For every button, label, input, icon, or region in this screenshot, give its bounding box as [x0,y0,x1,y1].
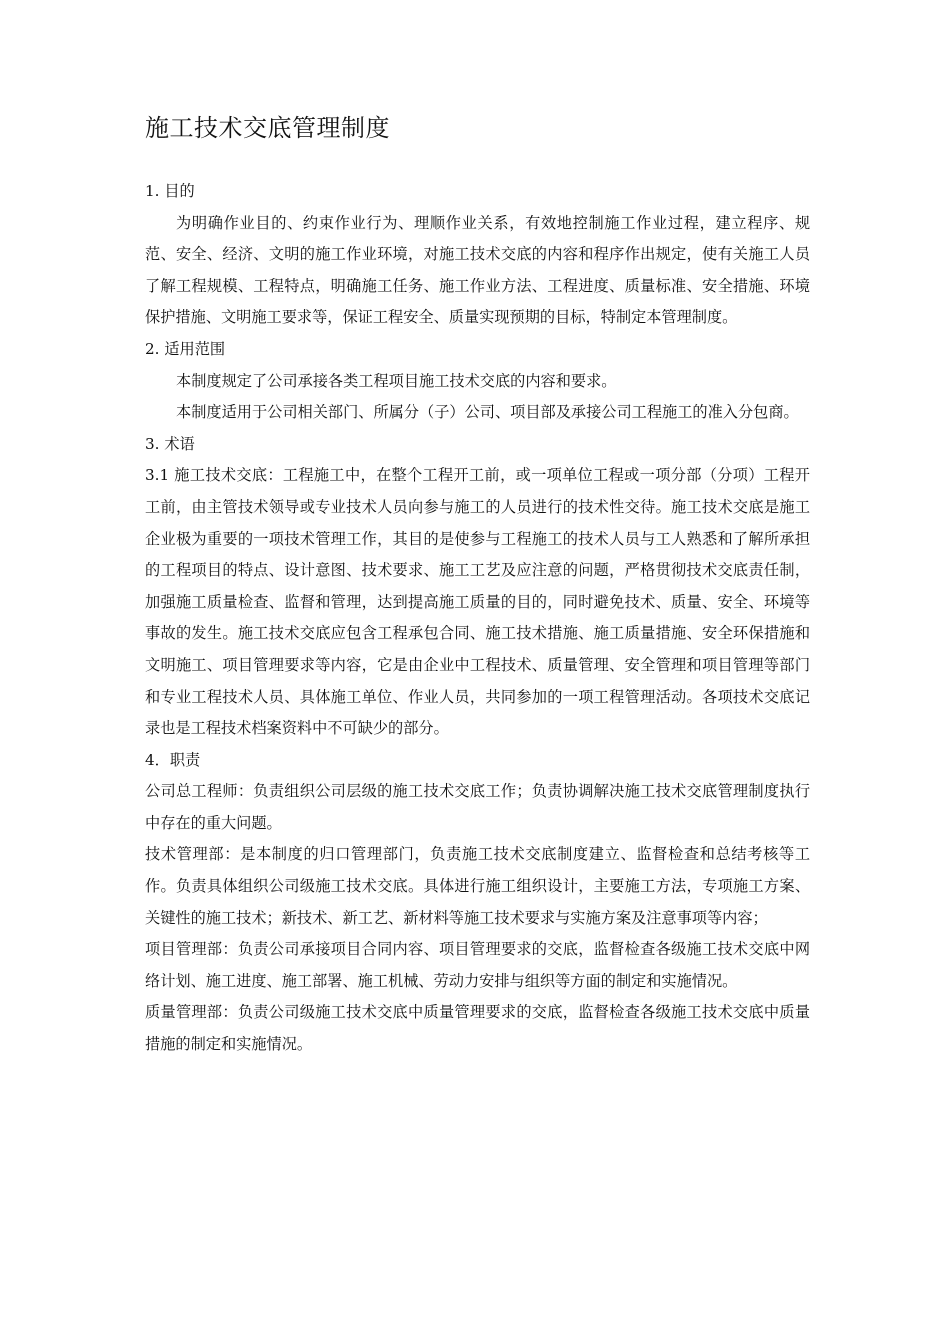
section-heading-responsibilities: 4．职责 [145,750,201,769]
section-heading-purpose: 1. 目的 [145,182,195,200]
document-title: 施工技术交底管理制度 [145,114,390,142]
section-paragraph: 本制度规定了公司承接各类工程项目施工技术交底的内容和要求。 [176,371,617,390]
section-paragraph: 本制度适用于公司相关部门、所属分（子）公司、项目部及承接公司工程施工的准入分包商。 [176,403,799,422]
section-heading-scope: 2. 适用范围 [145,339,226,358]
section-paragraph: 质量管理部：负责公司级施工技术交底中质量管理要求的交底，监督检查各级施工技术交底中质量措施的制定和实施情况。 [145,1003,810,1054]
section-paragraph: 项目管理部：负责公司承接项目合同内容、项目管理要求的交底，监督检查各级施工技术交底中网络计划、施工进度、施工部署、施工机械、劳动力安排与组织等方面的制定和实施情况。 [145,940,810,990]
document-body [145,176,810,1061]
section-paragraph: 为明确作业目的、约束作业行为、理顺作业关系，有效地控制施工作业过程，建立程序、规范、安全、经济、文明的施工作业环境，对施工技术交底的内容和程序作出规定，使有关施工人员了解工程规模、工程特点，明确施工任务、施工作业方法、工程进度、质量标准、安全措施、环境保护措施、文明施工要求等，保证工程安全、质量实现预期的目标，特制定本管理制度。 [145,213,810,327]
section-paragraph: 技术管理部：是本制度的归口管理部门，负责施工技术交底制度建立、监督检查和总结考核等工作。负责具体组织公司级施工技术交底。具体进行施工组织设计，主要施工方法，专项施工方案、关键性的施工技术；新技术、新工艺、新材料等施工技术要求与实施方案及注意事项等内容； [145,845,810,927]
section-paragraph: 公司总工程师：负责组织公司层级的施工技术交底工作；负责协调解决施工技术交底管理制度执行中存在的重大问题。 [145,782,810,832]
section-heading-terms: 3. 术语 [145,434,195,453]
section-paragraph: 3.1 施工技术交底：工程施工中，在整个工程开工前，或一项单位工程或一项分部（分项）工程开工前，由主管技术领导或专业技术人员向参与施工的人员进行的技术性交待。施工技术交底是施工企业极为重要的一项技术管理工作，其目的是使参与工程施工的技术人员与工人熟悉和了解所承担的工程项目的特点、设计意图、技术要求、施工工艺及应注意的问题，严格贯彻技术交底责任制，加强施工质量检查、监督和管理，达到提高施工质量的目的，同时避免技术、质量、安全、环境等事故的发生。施工技术交底应包含工程承包合同、施工技术措施、施工质量措施、安全环保措施和文明施工、项目管理要求等内容，它是由企业中工程技术、质量管理、安全管理和项目管理等部门和专业工程技术人员、具体施工单位、作业人员，共同参加的一项工程管理活动。各项技术交底记录也是工程技术档案资料中不可缺少的部分。 [145,466,810,738]
